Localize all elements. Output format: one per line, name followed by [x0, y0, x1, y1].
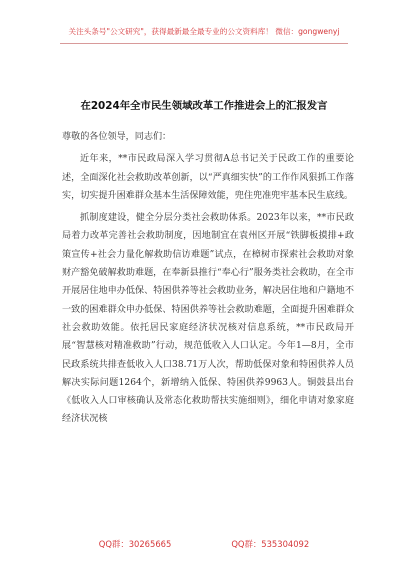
- header-note: 关注头条号"公文研究"，获得最新最全最专业的公文资料库！ 微信：gongwenyj: [68, 27, 340, 36]
- header-divider: [60, 43, 348, 44]
- footer-qq-group-1: QQ群：30265665: [98, 539, 172, 549]
- paragraph-institution: 抓制度建设，健全分层分类社会救助体系。2023年以来，**市民政局着力改革完善社会救助制度，因地制宜在袁州区开展“铁脚板摸排+政策宣传+社会力量化解救助信访难题”试点，在樟树市探索社会救助对象财产豁免破解救助难题，在奉新县推行“奉心行”服务类社会救助，在全市开展居住地申办低保、特困供养等社会救助业务，解决居住地和户籍地不一致的困难群众申办低保、特困供养等社会救助难题，全面提升困难群众社会救助效能。依托居民家庭经济状况核对信息系统，**市民政局开展“智慧核对精准救助”行动，规范低收入人口认定。今年1—8月，全市民政系统共排查低收入人口38.71万人次，帮助低保对象和特困供养人员解决实际问题1264个，新增纳入低保、特困供养9963人。铜鼓县出台《低收入人口审核确认及常态化救助帮扶实施细则》，细化申请对象家庭经济状况核: [62, 213, 354, 425]
- document-body: [62, 128, 354, 429]
- footer-qq-group-2: QQ群：535304092: [231, 539, 310, 549]
- document-title: 在2024年全市民生领域改革工作推进会上的汇报发言: [80, 100, 328, 112]
- paragraph-intro: 近年来，**市民政局深入学习贯彻A总书记关于民政工作的重要论述，全面深化社会救助改革创新，以“严真细实快”的工作作风狠抓工作落实，切实提升困难群众基本生活保障效能，兜住兜准兜牢基本民生底线。: [62, 154, 354, 201]
- footer: [0, 538, 408, 550]
- salutation: 尊敬的各位领导，同志们：: [62, 132, 172, 142]
